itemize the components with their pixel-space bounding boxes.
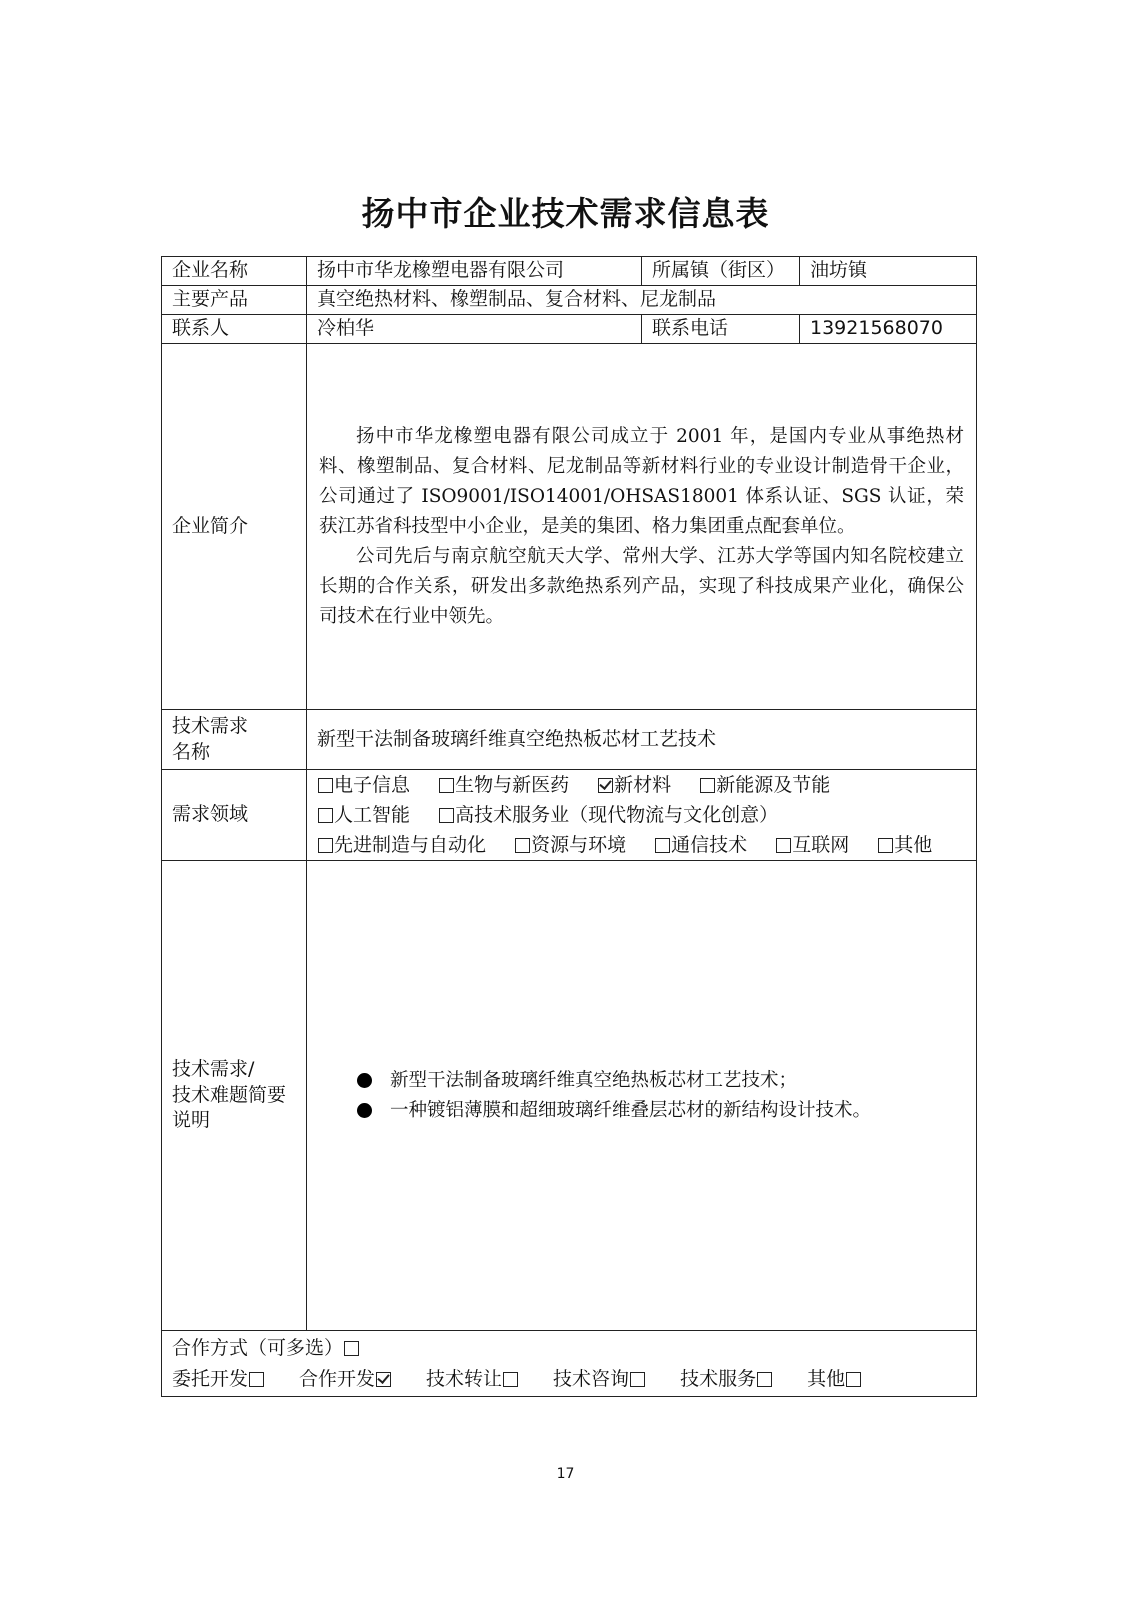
checkbox-icon[interactable] — [776, 838, 791, 853]
cooperation-option[interactable] — [680, 1368, 773, 1390]
cooperation-option[interactable] — [172, 1368, 265, 1390]
field-option[interactable] — [317, 804, 410, 826]
field-option[interactable] — [775, 834, 849, 856]
cooperation-option-label: 合作开发 — [299, 1367, 376, 1390]
checkbox-icon[interactable] — [318, 808, 333, 823]
checkbox-icon[interactable] — [439, 808, 454, 823]
cooperation-option[interactable] — [426, 1368, 519, 1390]
field-option[interactable] — [514, 834, 626, 856]
page-title: 扬中市企业技术需求信息表 — [361, 194, 770, 233]
phone-label: 联系电话 — [642, 315, 800, 344]
field-option[interactable] — [699, 774, 830, 796]
checkbox-icon[interactable] — [439, 778, 454, 793]
field-option-label: 生物与新医药 — [455, 774, 570, 796]
field-option-label: 高技术服务业（现代物流与文化创意） — [455, 804, 779, 826]
cooperation-option[interactable] — [807, 1368, 862, 1390]
cooperation-cell — [162, 1331, 977, 1397]
field-option-label: 其他 — [894, 834, 933, 856]
tech-demand-form — [161, 256, 977, 1397]
field-option[interactable] — [438, 774, 569, 796]
field-option-label: 新能源及节能 — [716, 774, 831, 796]
field-option-label: 电子信息 — [334, 774, 411, 796]
cooperation-option[interactable] — [553, 1368, 646, 1390]
intro-row — [162, 344, 977, 710]
company-name-row — [162, 257, 977, 286]
page-number: 17 — [556, 1466, 575, 1482]
cooperation-option-label: 技术服务 — [680, 1367, 757, 1390]
checkbox-icon[interactable] — [318, 838, 333, 853]
intro-paragraph-1: 扬中市华龙橡塑电器有限公司成立于 2001 年，是国内专业从事绝热材料、橡塑制品、复合材料、尼龙制品等新材料行业的专业设计制造骨干企业，公司通过了 ISO9001/ISO14001/OHSAS18001 体系认证、SGS 认证，荣获江苏省科技型中小企业，是美的集团、格力集团重点配套单位。 — [319, 425, 964, 537]
demand-desc-row — [162, 861, 977, 1331]
field-option[interactable] — [597, 774, 671, 796]
checkbox-icon[interactable] — [344, 1341, 359, 1356]
contact-value: 冷柏华 — [307, 315, 642, 344]
company-name-value: 扬中市华龙橡塑电器有限公司 — [307, 257, 642, 286]
checkbox-icon[interactable] — [630, 1372, 645, 1387]
bullet-icon — [357, 1073, 372, 1088]
demand-name-label: 技术需求 名称 — [162, 710, 307, 770]
checkbox-icon[interactable] — [757, 1372, 772, 1387]
town-value: 油坊镇 — [800, 257, 977, 286]
town-label: 所属镇（街区） — [642, 257, 800, 286]
intro-label: 企业简介 — [162, 344, 307, 710]
demand-desc-label: 技术需求/ 技术难题简要 说明 — [162, 861, 307, 1331]
products-label: 主要产品 — [162, 286, 307, 315]
cooperation-option-label: 委托开发 — [172, 1367, 249, 1390]
field-option-label: 新材料 — [614, 774, 672, 796]
cooperation-option-label: 其他 — [807, 1367, 846, 1390]
desc-item: 一种镀铝薄膜和超细玻璃纤维叠层芯材的新结构设计技术。 — [357, 1096, 966, 1126]
demand-name-value: 新型干法制备玻璃纤维真空绝热板芯材工艺技术 — [307, 710, 977, 770]
demand-field-label: 需求领域 — [162, 770, 307, 861]
intro-content — [307, 344, 977, 710]
cooperation-label: 合作方式（可多选） — [172, 1336, 344, 1359]
products-row — [162, 286, 977, 315]
checkbox-icon[interactable] — [700, 778, 715, 793]
checkbox-icon[interactable] — [515, 838, 530, 853]
contact-row — [162, 315, 977, 344]
checkbox-icon[interactable] — [846, 1372, 861, 1387]
cooperation-option-label: 技术咨询 — [553, 1367, 630, 1390]
contact-label: 联系人 — [162, 315, 307, 344]
field-option[interactable] — [654, 834, 747, 856]
bullet-icon — [357, 1103, 372, 1118]
checked-checkbox-icon[interactable] — [598, 778, 613, 793]
demand-desc-content — [307, 861, 977, 1331]
field-option[interactable] — [317, 774, 410, 796]
checkbox-icon[interactable] — [503, 1372, 518, 1387]
phone-value: 13921568070 — [800, 315, 977, 344]
desc-item: 新型干法制备玻璃纤维真空绝热板芯材工艺技术； — [357, 1066, 966, 1096]
company-name-label: 企业名称 — [162, 257, 307, 286]
checkbox-icon[interactable] — [318, 778, 333, 793]
field-option-label: 人工智能 — [334, 804, 411, 826]
field-option-label: 互联网 — [792, 834, 850, 856]
field-option[interactable] — [317, 834, 486, 856]
checkbox-icon[interactable] — [249, 1372, 264, 1387]
field-option[interactable] — [438, 804, 778, 826]
field-option-label: 资源与环境 — [531, 834, 627, 856]
demand-name-row — [162, 710, 977, 770]
checkbox-icon[interactable] — [655, 838, 670, 853]
field-option-label: 通信技术 — [671, 834, 748, 856]
checked-checkbox-icon[interactable] — [376, 1372, 391, 1387]
cooperation-row — [162, 1331, 977, 1397]
products-value: 真空绝热材料、橡塑制品、复合材料、尼龙制品 — [307, 286, 977, 315]
demand-field-row — [162, 770, 977, 861]
cooperation-option-label: 技术转让 — [426, 1367, 503, 1390]
demand-field-options — [307, 770, 977, 861]
field-option-label: 先进制造与自动化 — [334, 834, 487, 856]
intro-paragraph-2: 公司先后与南京航空航天大学、常州大学、江苏大学等国内知名院校建立长期的合作关系，研发出多款绝热系列产品，实现了科技成果产业化，确保公司技术在行业中领先。 — [319, 545, 964, 627]
field-option[interactable] — [877, 834, 932, 856]
checkbox-icon[interactable] — [878, 838, 893, 853]
cooperation-option[interactable] — [299, 1368, 392, 1390]
